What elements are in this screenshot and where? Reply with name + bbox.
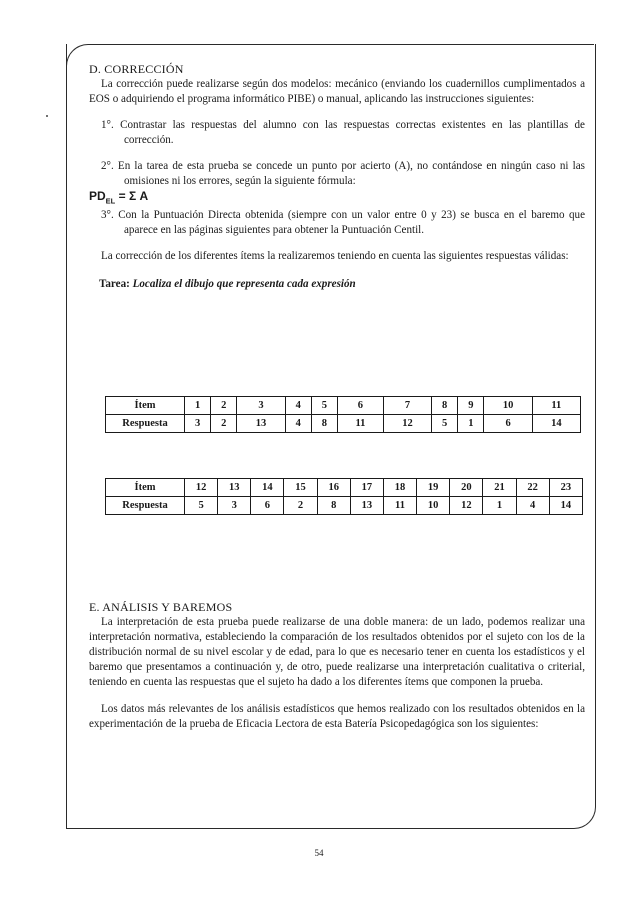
- section-d: [89, 62, 585, 292]
- table-row-answers: [106, 497, 583, 515]
- correction-step-2: 2°. En la tarea de esta prueba se concede un punto por acierto (A), no contándose en ningún caso ni las omisiones ni los errores, según la siguiente fórmula:: [101, 160, 585, 187]
- item-cell: 11: [532, 397, 580, 415]
- answer-cell: 14: [549, 497, 582, 515]
- page-number: 54: [314, 848, 324, 858]
- answer-cell: 13: [350, 497, 383, 515]
- answer-cell: 5: [432, 415, 458, 433]
- table-row-items: [106, 397, 581, 415]
- item-cell: 19: [417, 479, 450, 497]
- item-cell: 8: [432, 397, 458, 415]
- section-e-paragraph-2: Los datos más relevantes de los análisis estadísticos que hemos realizado con los resultados obtenidos en la experimentación de la prueba de Eficacia Lectora de esta Batería Psicopedagógica son los siguientes:: [89, 703, 585, 730]
- item-cell: 4: [285, 397, 311, 415]
- section-e-paragraph-1: La interpretación de esta prueba puede realizarse de una doble manera: de un lado, podemos realizar una interpretación normativa, estableciendo la comparación de los resultados obtenidos por el sujeto con los de la distribución normal de su nivel escolar y de edad, para lo que es necesario tener en cuenta los estadísticos y el baremo que presentamos a continuación y, de otro, puede realizarse una interpretación cualitativa o criterial, teniendo en cuenta las respuestas que el sujeto ha dado a los diferentes ítems que componen la prueba.: [89, 616, 585, 688]
- item-cell: 6: [338, 397, 384, 415]
- item-cell: 10: [484, 397, 532, 415]
- answer-cell: 6: [484, 415, 532, 433]
- item-cell: 12: [185, 479, 218, 497]
- item-cell: 20: [450, 479, 483, 497]
- section-d-closing: La corrección de los diferentes ítems la realizaremos teniendo en cuenta las siguientes respuestas válidas:: [101, 250, 569, 263]
- answer-cell: 12: [450, 497, 483, 515]
- item-cell: 5: [311, 397, 337, 415]
- task-label: Tarea:: [99, 278, 130, 291]
- answer-cell: 5: [185, 497, 218, 515]
- item-cell: 22: [516, 479, 549, 497]
- section-e: [89, 600, 585, 732]
- row-header-item: Ítem: [106, 397, 185, 415]
- item-cell: 17: [350, 479, 383, 497]
- table-row-answers: [106, 415, 581, 433]
- item-cell: 2: [211, 397, 237, 415]
- answer-cell: 10: [417, 497, 450, 515]
- answer-cell: 3: [218, 497, 251, 515]
- row-header-answer: Respuesta: [106, 497, 185, 515]
- answer-cell: 13: [237, 415, 285, 433]
- answer-cell: 4: [285, 415, 311, 433]
- row-header-answer: Respuesta: [106, 415, 185, 433]
- answer-cell: 11: [338, 415, 384, 433]
- answer-cell: 8: [317, 497, 350, 515]
- formula-rest: = Σ A: [115, 189, 149, 203]
- scoring-formula: [89, 189, 585, 208]
- answer-cell: 1: [483, 497, 516, 515]
- answer-cell: 2: [284, 497, 317, 515]
- correction-step-1: 1°. Contrastar las respuestas del alumno con las respuestas correctas existentes en las plantillas de corrección.: [101, 119, 585, 146]
- answer-key-table-1: [105, 396, 581, 433]
- item-cell: 18: [383, 479, 416, 497]
- section-d-heading: D. CORRECCIÓN: [89, 62, 184, 76]
- answer-cell: 12: [383, 415, 431, 433]
- answer-cell: 3: [185, 415, 211, 433]
- answer-key-table-2: [105, 478, 583, 515]
- item-cell: 14: [251, 479, 284, 497]
- item-cell: 21: [483, 479, 516, 497]
- item-cell: 13: [218, 479, 251, 497]
- section-d-intro: La corrección puede realizarse según dos modelos: mecánico (enviando los cuadernillos cumplimentados a EOS o adquiriendo el programa informático PIBE) o manual, aplicando las instrucciones siguientes:: [89, 78, 585, 105]
- answer-cell: 11: [383, 497, 416, 515]
- formula-main: PD: [89, 189, 106, 203]
- answer-cell: 4: [516, 497, 549, 515]
- answer-cell: 8: [311, 415, 337, 433]
- correction-step-3: 3°. Con la Puntuación Directa obtenida (siempre con un valor entre 0 y 23) se busca en el baremo que aparece en las páginas siguientes para obtener la Puntuación Centil.: [101, 209, 585, 237]
- section-e-heading: E. ANÁLISIS Y BAREMOS: [89, 600, 233, 614]
- scan-speck: [46, 115, 48, 117]
- answer-cell: 1: [458, 415, 484, 433]
- item-cell: 7: [383, 397, 431, 415]
- task-line: [99, 277, 585, 292]
- answer-cell: 6: [251, 497, 284, 515]
- answer-cell: 2: [211, 415, 237, 433]
- formula-subscript: EL: [105, 196, 116, 206]
- item-cell: 15: [284, 479, 317, 497]
- item-cell: 1: [185, 397, 211, 415]
- task-text: Localiza el dibujo que representa cada expresión: [132, 278, 356, 291]
- row-header-item: Ítem: [106, 479, 185, 497]
- item-cell: 23: [549, 479, 582, 497]
- item-cell: 16: [317, 479, 350, 497]
- item-cell: 3: [237, 397, 285, 415]
- item-cell: 9: [458, 397, 484, 415]
- answer-cell: 14: [532, 415, 580, 433]
- table-row-items: [106, 479, 583, 497]
